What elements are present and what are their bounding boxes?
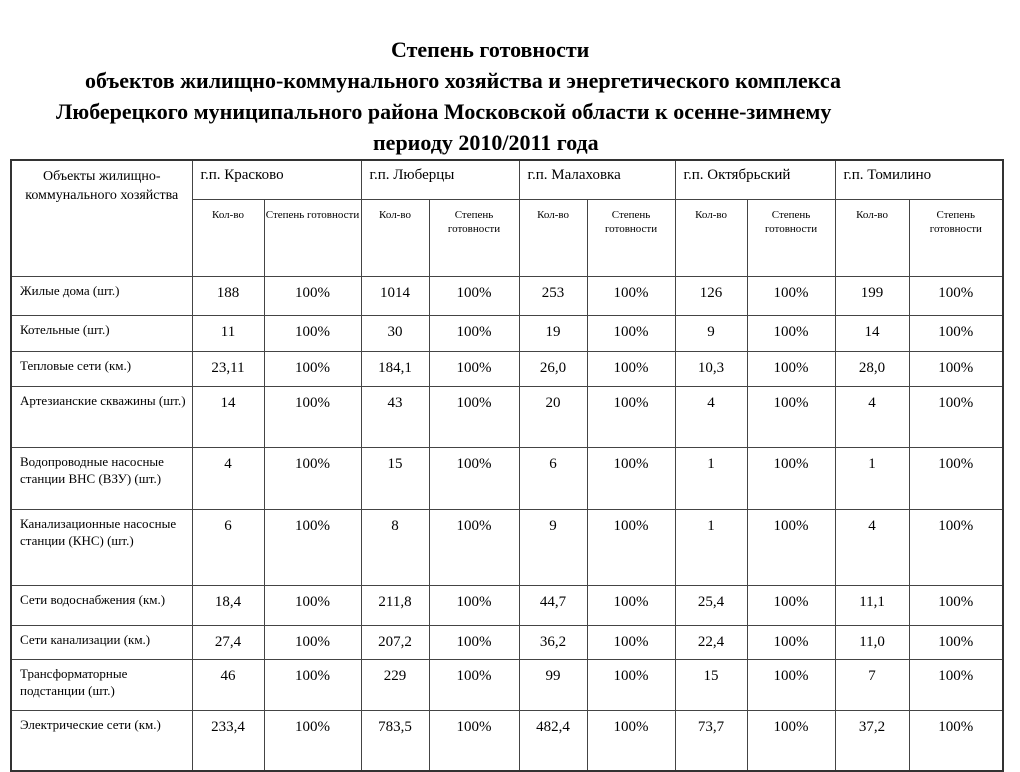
table-row: [11, 448, 1003, 510]
readiness-header: Степень готовности: [429, 200, 519, 277]
readiness-cell: 100%: [264, 510, 361, 586]
qty-cell: 211,8: [361, 586, 429, 626]
readiness-cell: 100%: [747, 660, 835, 711]
qty-cell: 18,4: [192, 586, 264, 626]
table-row: [11, 277, 1003, 316]
readiness-cell: 100%: [909, 316, 1003, 352]
qty-cell: 36,2: [519, 626, 587, 660]
readiness-cell: 100%: [587, 352, 675, 387]
qty-header: Кол-во: [519, 200, 587, 277]
readiness-cell: 100%: [587, 660, 675, 711]
object-column-header: Объекты жилищно-коммунального хозяйства: [11, 160, 192, 277]
readiness-cell: 100%: [747, 387, 835, 448]
readiness-header: Степень готовности: [747, 200, 835, 277]
district-header-row: [11, 160, 1003, 200]
qty-cell: 1: [835, 448, 909, 510]
row-label: Сети канализации (км.): [11, 626, 192, 660]
readiness-cell: 100%: [587, 316, 675, 352]
qty-cell: 20: [519, 387, 587, 448]
readiness-cell: 100%: [429, 510, 519, 586]
row-label: Трансформаторные подстанции (шт.): [11, 660, 192, 711]
qty-header: Кол-во: [675, 200, 747, 277]
readiness-cell: 100%: [429, 448, 519, 510]
readiness-cell: 100%: [429, 387, 519, 448]
table-row: [11, 316, 1003, 352]
readiness-cell: 100%: [909, 277, 1003, 316]
readiness-cell: 100%: [747, 277, 835, 316]
readiness-cell: 100%: [587, 510, 675, 586]
qty-cell: 26,0: [519, 352, 587, 387]
readiness-cell: 100%: [429, 277, 519, 316]
qty-cell: 1: [675, 510, 747, 586]
qty-cell: 482,4: [519, 711, 587, 771]
qty-cell: 23,11: [192, 352, 264, 387]
qty-header: Кол-во: [361, 200, 429, 277]
table-row: [11, 387, 1003, 448]
readiness-cell: 100%: [909, 626, 1003, 660]
qty-cell: 27,4: [192, 626, 264, 660]
row-label: Водопроводные насосные станции ВНС (ВЗУ) (шт.): [11, 448, 192, 510]
readiness-cell: 100%: [909, 387, 1003, 448]
qty-cell: 30: [361, 316, 429, 352]
readiness-cell: 100%: [264, 660, 361, 711]
readiness-cell: 100%: [429, 626, 519, 660]
qty-cell: 188: [192, 277, 264, 316]
readiness-cell: 100%: [264, 626, 361, 660]
readiness-cell: 100%: [587, 387, 675, 448]
qty-header: Кол-во: [192, 200, 264, 277]
row-label: Артезианские скважины (шт.): [11, 387, 192, 448]
qty-cell: 11,1: [835, 586, 909, 626]
row-label: Жилые дома (шт.): [11, 277, 192, 316]
qty-cell: 37,2: [835, 711, 909, 771]
title-line-2: объектов жилищно-коммунального хозяйства и энергетического комплекса: [85, 68, 841, 93]
qty-cell: 43: [361, 387, 429, 448]
qty-cell: 233,4: [192, 711, 264, 771]
table-row: [11, 660, 1003, 711]
readiness-cell: 100%: [909, 352, 1003, 387]
document-title: [0, 34, 1020, 158]
qty-cell: 6: [519, 448, 587, 510]
qty-cell: 7: [835, 660, 909, 711]
district-header-oktyabrsky: г.п. Октябрьский: [675, 160, 835, 200]
readiness-header: Степень готовности: [909, 200, 1003, 277]
district-header-malakhovka: г.п. Малаховка: [519, 160, 675, 200]
readiness-cell: 100%: [587, 277, 675, 316]
table-row: [11, 510, 1003, 586]
readiness-cell: 100%: [429, 586, 519, 626]
readiness-cell: 100%: [747, 626, 835, 660]
readiness-cell: 100%: [264, 316, 361, 352]
district-header-tomilino: г.п. Томилино: [835, 160, 1003, 200]
title-line-4: периоду 2010/2011 года: [373, 130, 599, 155]
qty-cell: 11,0: [835, 626, 909, 660]
readiness-cell: 100%: [747, 448, 835, 510]
qty-cell: 15: [361, 448, 429, 510]
readiness-cell: 100%: [264, 387, 361, 448]
qty-cell: 28,0: [835, 352, 909, 387]
row-label: Котельные (шт.): [11, 316, 192, 352]
qty-cell: 207,2: [361, 626, 429, 660]
readiness-cell: 100%: [587, 711, 675, 771]
readiness-cell: 100%: [264, 586, 361, 626]
table-row: [11, 626, 1003, 660]
readiness-cell: 100%: [264, 711, 361, 771]
readiness-cell: 100%: [909, 660, 1003, 711]
readiness-cell: 100%: [587, 586, 675, 626]
qty-cell: 15: [675, 660, 747, 711]
table-row: [11, 711, 1003, 771]
readiness-cell: 100%: [747, 316, 835, 352]
qty-cell: 22,4: [675, 626, 747, 660]
district-header-lyubertsy: г.п. Люберцы: [361, 160, 519, 200]
qty-cell: 25,4: [675, 586, 747, 626]
qty-cell: 6: [192, 510, 264, 586]
qty-cell: 46: [192, 660, 264, 711]
table-row: [11, 586, 1003, 626]
qty-cell: 9: [675, 316, 747, 352]
readiness-cell: 100%: [747, 510, 835, 586]
qty-cell: 11: [192, 316, 264, 352]
qty-cell: 73,7: [675, 711, 747, 771]
qty-cell: 4: [675, 387, 747, 448]
readiness-cell: 100%: [264, 448, 361, 510]
readiness-cell: 100%: [909, 510, 1003, 586]
readiness-header: Степень готовности: [587, 200, 675, 277]
qty-cell: 14: [192, 387, 264, 448]
qty-cell: 229: [361, 660, 429, 711]
qty-cell: 4: [835, 510, 909, 586]
qty-cell: 199: [835, 277, 909, 316]
readiness-cell: 100%: [747, 711, 835, 771]
row-label: Тепловые сети (км.): [11, 352, 192, 387]
readiness-cell: 100%: [429, 352, 519, 387]
readiness-cell: 100%: [909, 448, 1003, 510]
qty-header: Кол-во: [835, 200, 909, 277]
readiness-header: Степень готовности: [264, 200, 361, 277]
qty-cell: 126: [675, 277, 747, 316]
title-line-1: Степень готовности: [391, 37, 590, 62]
qty-cell: 1014: [361, 277, 429, 316]
readiness-cell: 100%: [429, 316, 519, 352]
row-label: Канализационные насосные станции (КНС) (шт.): [11, 510, 192, 586]
row-label: Электрические сети (км.): [11, 711, 192, 771]
qty-cell: 14: [835, 316, 909, 352]
qty-cell: 99: [519, 660, 587, 711]
qty-cell: 184,1: [361, 352, 429, 387]
readiness-table: [10, 159, 1004, 772]
qty-cell: 9: [519, 510, 587, 586]
qty-cell: 783,5: [361, 711, 429, 771]
readiness-cell: 100%: [587, 448, 675, 510]
readiness-cell: 100%: [909, 586, 1003, 626]
qty-cell: 44,7: [519, 586, 587, 626]
readiness-cell: 100%: [747, 352, 835, 387]
table-row: [11, 352, 1003, 387]
district-header-kraskovo: г.п. Красково: [192, 160, 361, 200]
readiness-cell: 100%: [264, 277, 361, 316]
readiness-cell: 100%: [429, 711, 519, 771]
qty-cell: 4: [192, 448, 264, 510]
qty-cell: 19: [519, 316, 587, 352]
readiness-cell: 100%: [747, 586, 835, 626]
title-line-3: Люберецкого муниципального района Московской области к осенне-зимнему: [56, 99, 832, 124]
qty-cell: 8: [361, 510, 429, 586]
readiness-cell: 100%: [909, 711, 1003, 771]
qty-cell: 1: [675, 448, 747, 510]
row-label: Сети водоснабжения (км.): [11, 586, 192, 626]
qty-cell: 4: [835, 387, 909, 448]
readiness-cell: 100%: [264, 352, 361, 387]
readiness-cell: 100%: [587, 626, 675, 660]
qty-cell: 10,3: [675, 352, 747, 387]
readiness-cell: 100%: [429, 660, 519, 711]
qty-cell: 253: [519, 277, 587, 316]
